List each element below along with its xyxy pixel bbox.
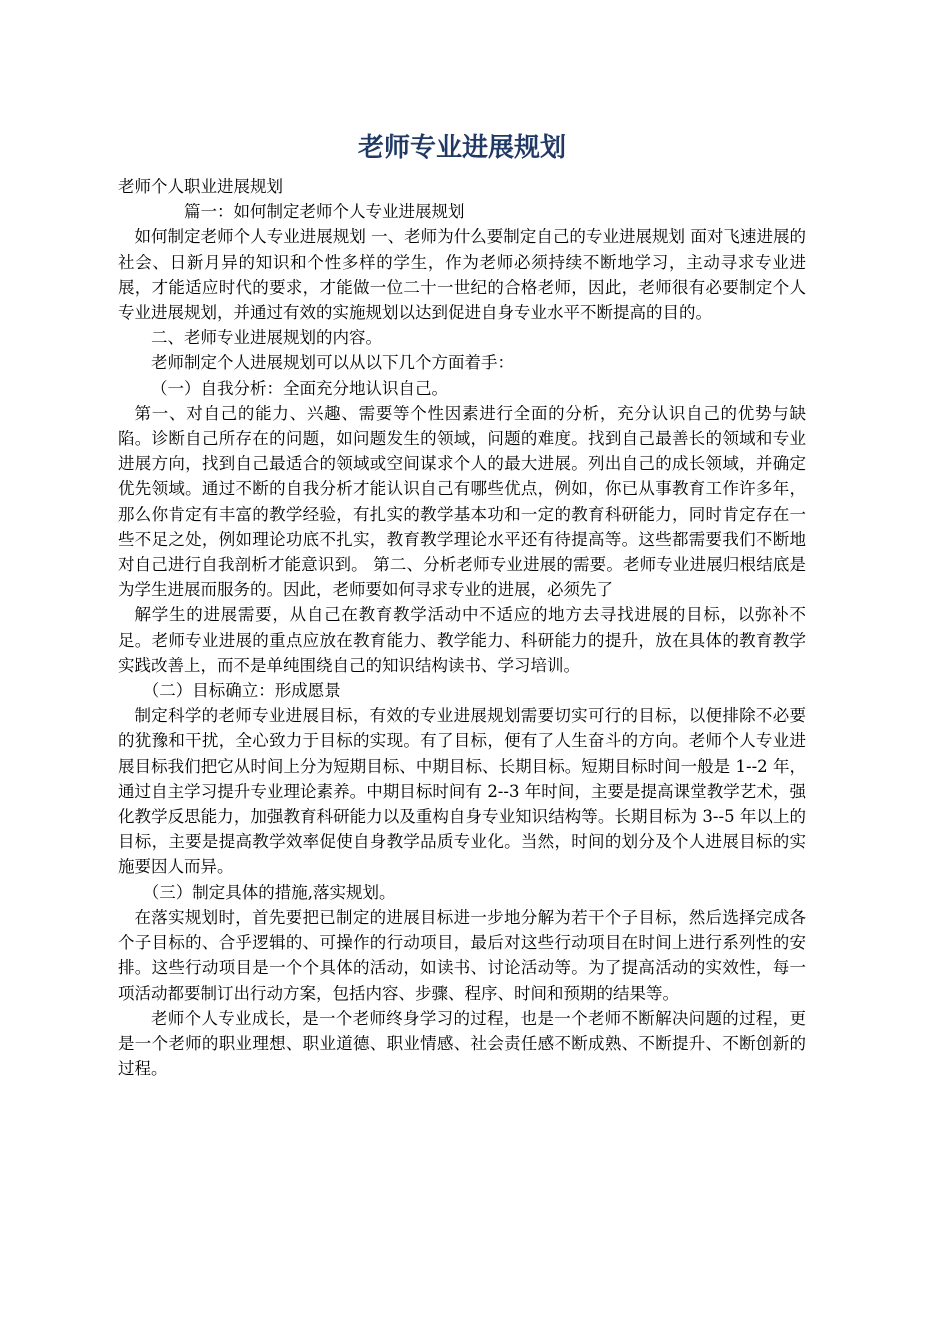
body-paragraph: 如何制定老师个人专业进展规划 一、老师为什么要制定自己的专业进展规划 面对飞速进展的社会、日新月异的知识和个性多样的学生，作为老师必须持续不断地学习，主动寻求专业进展，才能适应时代的要求，才能做一位二十一世纪的合格老师，因此，老师很有必要制定个人专业进展规划，并通过有效的实施规划以达到促进自身专业水平不断提高的目的。 [118,227,806,323]
body-paragraph: 解学生的进展需要，从自己在教育教学活动中不适应的地方去寻找进展的目标，以弥补不足。老师专业进展的重点应放在教育能力、教学能力、科研能力的提升，放在具体的教育教学实践改善上，而不是单纯围绕自己的知识结构读书、学习培训。 [118,605,806,675]
body-paragraph: 老师个人专业成长，是一个老师终身学习的过程，也是一个老师不断解决问题的过程，更是一个老师的职业理想、职业道德、职业情感、社会责任感不断成熟、不断提升、不断创新的过程。 [118,1008,806,1079]
document-title: 老师专业进展规划 [357,133,566,163]
section-heading: （三）制定具体的措施,落实规划。 [142,882,396,902]
section-heading: 老师制定个人进展规划可以从以下几个方面着手： [151,353,514,373]
body-paragraph: 制定科学的老师专业进展目标，有效的专业进展规划需要切实可行的目标，以便排除不必要的犹豫和干扰，全心致力于目标的实现。有了目标，便有了人生奋斗的方向。老师个人专业进展目标我们把它从时间上分为短期目标、中期目标、长期目标。短期目标时间一般是 1--2 年，通过自主学习提升专业理论素养。中期目标时间有 2--3 年时间，主要是提高课堂教学艺术，强化教学反思能力，加强教育科研能力以及重构自身专业知识结构等。长期目标为 3--5 年以上的目标，主要是提高教学效率促使自身教学品质专业化。当然，时间的划分及个人进展目标的实施要因人而异。 [118,706,806,877]
section-heading: （一）自我分析：全面充分地认识自己。 [151,378,448,398]
document-subtitle: 老师个人职业进展规划 [118,177,283,196]
body-paragraph: 在落实规划时，首先要把已制定的进展目标进一步地分解为若干个子目标，然后选择完成各个子目标的、合乎逻辑的、可操作的行动项目，最后对这些行动项目在时间上进行系列性的安排。这些行动项目是一个个具体的活动，如读书、讨论活动等。为了提高活动的实效性，每一项活动都要制订出行动方案，包括内容、步骤、程序、时间和预期的结果等。 [118,907,806,1003]
section-heading: （二）目标确立：形成愿景 [142,681,341,701]
chapter-heading: 篇一：如何制定老师个人专业进展规划 [184,202,465,222]
section-heading: 二、老师专业进展规划的内容。 [151,328,382,348]
document-page [118,128,806,1081]
body-paragraph: 第一、对自己的能力、兴趣、需要等个性因素进行全面的分析，充分认识自己的优势与缺陷。诊断自己所存在的问题，如问题发生的领域，问题的难度。找到自己最善长的领域和专业进展方向，找到自己最适合的领域或空间谋求个人的最大进展。列出自己的成长领域，并确定优先领域。通过不断的自我分析才能认识自己有哪些优点，例如，你已从事教育工作许多年，那么你肯定有丰富的教学经验，有扎实的教学基本功和一定的教育科研能力，同时肯定存在一些不足之处，例如理论功底不扎实，教育教学理论水平还有待提高等。这些都需要我们不断地对自己进行自我剖析才能意识到。 第二、分析老师专业进展的需要。老师专业进展归根结底是为学生进展而服务的。因此，老师要如何寻求专业的进展，必须先了 [118,403,806,600]
